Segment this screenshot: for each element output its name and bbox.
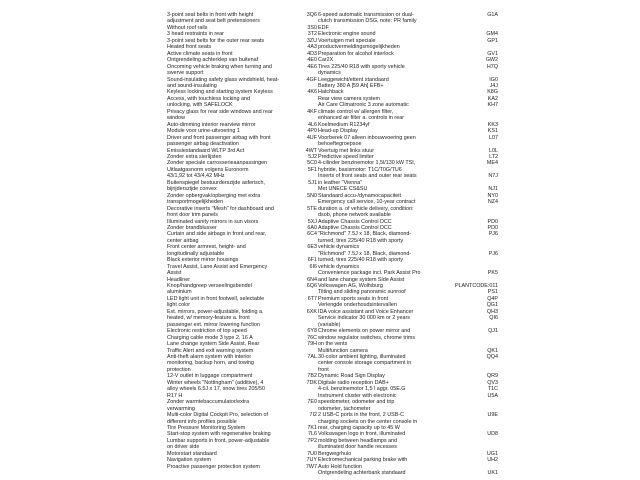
option-row [318,457,498,470]
option-row [167,12,317,25]
option-code: PD0 [487,224,498,231]
option-row [167,64,317,77]
option-description: Electronic restriction of top speed [167,328,247,335]
option-row [318,199,498,218]
option-row [167,180,317,193]
option-code: GW2 [485,57,498,64]
option-description: Without roof rails [167,24,208,31]
option-row [318,38,498,51]
option-row [318,173,498,186]
option-code: 4GF [306,76,317,83]
option-row [167,309,317,328]
option-code: GV1 [487,50,498,57]
option-code: PLANTCODE:011 [454,283,498,290]
option-code: 4KF [307,108,317,115]
option-code: 3ZU [306,37,317,44]
option-description: Ontgrendeling achterbank standaard [318,470,406,477]
option-description: Zonder warmtebaccumulator/extra verwarming [167,399,250,412]
option-description: Lumbar supports in front, power-adjustable on driver side [167,437,270,451]
option-description: 6-speed automatic transmission or dual- clutch transmission DSG, note: PR family EDF [318,12,417,31]
option-code: KA2 [487,95,498,102]
option-description: Bergwegrhulo [318,450,352,457]
option-row [167,264,317,277]
option-code: NZ4 [487,199,498,206]
option-description: "Richmond" 7.5J x 18, Black, diamond- turned, tires 225/40 R18 with sporty vehicle dynamics [318,231,412,251]
option-code: U5A [487,392,498,399]
option-code: 7U0 [307,450,317,457]
option-description: Volkswagen AG, Wolfsburg [318,283,383,290]
option-description: Ext. mirrors, power-adjustable, folding a. heated, w/ memory-feature a. front passenger ext. mirror lowering function [167,308,264,328]
left-option-column [167,12,317,470]
option-description: Auto-dimming interior rearview mirror [167,121,256,128]
option-code: IG0 J4J [489,76,498,89]
option-row [167,77,317,90]
option-description: Multifunction camera [318,347,368,354]
option-code: 3T2 [307,31,317,38]
option-description: Black exterior mirror housings [167,257,239,264]
option-code: QG1 [486,302,498,309]
option-code: L07 [489,134,498,141]
option-code: 4P0 [307,128,317,135]
option-row [167,244,317,257]
option-description: Lane change system Side Assist, Rear Traffic Alert and exit warning system [167,341,260,354]
option-description: Uitlaatgasnorm volgens Euronorm 43/1,92 tot 43/4,42 MHz [167,166,249,180]
option-code: PS1 [487,289,498,296]
option-code: 5J2 [308,153,317,160]
option-code: QV3 [487,379,498,386]
option-description: Zonder brandblusser [167,224,217,231]
option-description: Adaptive Chassis Control DCC [318,218,392,225]
option-description: Hatchback [318,89,344,96]
option-code: UD8 [487,431,498,438]
option-description: Driver and front passenger airbag with front passenger airbag deactivation [167,134,271,148]
option-row [318,328,498,347]
option-row [318,393,498,412]
option-row [167,296,317,309]
option-code: 7DK [306,379,317,386]
option-description: Koelmedium R1234yf [318,121,370,128]
option-description: Charging cable mode 3 type 2, 16 A [167,334,253,341]
option-description: Rear view camera system [318,95,381,102]
option-row [318,251,498,270]
option-description: Volkswagen logo in front, illuminated molding between headlamps and illuminated door handle recesses [318,431,406,451]
option-description: Front center armrest, height- and longitudinally adjustable [167,244,246,257]
option-code: 4A3 [307,44,317,51]
option-description: Voertuigen met speciale productvermeldingsmogelijkheden [318,37,400,51]
option-description: Keyless locking and starting system Keyless Access, with touchless locking and unlocking, with SAFELOCK [167,89,273,109]
option-row [167,341,317,354]
option-row [167,283,317,296]
option-code: LT2 [489,153,498,160]
option-description: Head-up Display [318,128,358,135]
option-code: GP1 [487,37,498,44]
option-description: Verlengde onderhoudsintervallen [318,302,397,309]
option-row [167,354,317,373]
option-description: 2 USB-C ports in the front, 2 USB-C charging sockets on the center console in rear, charging capacity up to 45 W [318,412,418,431]
option-code: 6T7 [307,295,317,302]
option-description: Buitenspiegel bestuurderszijde asferisch, bijrijderszijde convex [167,179,265,193]
option-row [318,231,498,250]
option-description: LED light unit in front footwell, selectable light color [167,295,265,309]
option-code: ME4 [486,160,498,167]
option-code: 4E6 [307,63,317,70]
option-description: Privacy glass for rear side windows and rear window [167,108,273,122]
option-code: U9E [487,412,498,419]
option-code: 5N0 [307,192,317,199]
option-row [318,135,498,148]
option-row [318,270,498,283]
option-code: 79H [307,341,317,348]
option-description: Multi-color Digital Cockpit Pro, selection of different info profiles possible [167,412,268,425]
option-code: UH2 [487,457,498,464]
option-description: Knop/handgreep verseelingsbendel aluminium [167,283,252,296]
option-description: Adaptive Chassis Control DCC [318,224,392,231]
option-code: QQ4 [486,354,498,361]
option-code: L0L [489,147,498,154]
option-code: PJ6 [488,250,498,257]
option-description: Leeggewicht/ettent standaard Battery 380 A [59 Ah] EFB+ [318,76,389,89]
option-code: PK5 [487,270,498,277]
option-code: 4E0 [307,57,317,64]
option-code: QH3 [486,308,498,315]
option-description: 30-color ambient lighting, illuminated center console storage compartment in front [318,354,412,373]
option-code: 4D3 [307,50,317,57]
option-code: 4L6 [308,121,317,128]
option-row [318,354,498,373]
option-description: Service indicator 30 000 km or 2 years (variable) [318,315,410,328]
option-row [318,315,498,328]
option-code: 7B2 [307,373,317,380]
option-description: Predictive speed limiter [318,153,374,160]
option-code: Q4P [487,295,498,302]
option-row [167,206,317,219]
option-description: Preparation for alcohol interlock [318,50,394,57]
option-description: Convenience package incl. Park Assist Pro and lane change system Side Assist [318,270,421,283]
option-code: G1A [487,12,498,18]
option-code: 6E3 [307,244,317,251]
option-code: PJ6 [488,231,498,238]
option-row [167,412,317,425]
option-code: 3Q6 [306,12,317,18]
option-description: Headliner [167,276,191,283]
right-option-column [318,12,498,477]
option-description: Car2X [318,57,334,64]
option-code: 7P2 [307,437,317,444]
option-description: Electronic engine sound [318,31,376,38]
option-code: 5J1 [308,179,317,186]
option-description: "Richmond" 7.5J x 18, Black, diamond- turned, tires 225/40 R18 with sporty vehicle dynamics [318,250,412,270]
option-description: 3-point seat belts for the outer rear seats [167,37,265,44]
option-description: Winter wheels "Nottingham" (additive), 4 alloy wheels 6.5J x 17, snow tires 205/50 R17 H [167,379,265,399]
option-description: Motorstart standaard [167,450,217,457]
option-description: Emergency call service, 10-year contract duration a. of vehicle delivery, condition: dsob, phone network available [318,199,416,219]
option-code: H7Q [486,63,498,70]
option-code: 7L6 [308,431,317,438]
option-code: 76C [307,334,317,341]
option-description: Zonder extra sierlijsten [167,153,222,160]
option-description: Dynamic Road Sign Display [318,373,385,380]
option-row [167,380,317,399]
option-code: UK1 [487,470,498,477]
option-row [318,77,498,90]
option-description: Travel Assist, Lane Assist and Emergency Assist [167,263,268,277]
option-description: Electromechanical parking brake with Auto Hold function [318,457,408,470]
option-code: 6XK [306,308,317,315]
option-code: 6Q6 [306,283,317,290]
option-code: QI6 [489,315,498,322]
option-row [167,464,317,470]
option-description: 3-point seat belts in front with height adjustment and seat belt pretensioners [167,12,260,25]
option-description: Tilting and sliding panoramic sunroof [318,289,406,296]
option-description: Zonder speciale carrosserieaanpassingen [167,160,268,167]
option-description: Met UNECE CS&SU [318,186,368,193]
option-code: GM4 [486,31,498,38]
option-code: 7UY [306,457,317,464]
option-code: KH7 [487,102,498,109]
option-code: 7AL [307,354,317,361]
option-description: Tire Pressure Monitoring System [167,425,246,431]
option-row [167,193,317,206]
option-description: Chrome elements on power mirror and window regulator switches, chrome trims on the vents [318,328,416,348]
option-description: IDA voice assistant and Voice Enhancer [318,308,414,315]
option-code: 5XJ [307,218,317,225]
option-code: 6F1 [307,257,317,264]
option-code: 5C0 [307,160,317,167]
option-code: NJ1 [488,186,498,193]
option-row [318,102,498,121]
option-row [318,64,498,77]
option-code: QK1 [487,347,498,354]
option-row [318,431,498,450]
option-code: 6A0 [307,224,317,231]
option-row [318,160,498,173]
option-row [167,399,317,412]
option-description: Inserts of front seats and outer rear seats in leather "Vienna" [318,173,417,186]
option-code: 7E0 [307,399,317,406]
option-code: 6N4 [307,276,317,283]
option-description: Decorative inserts "Mesh" for dashboard and front door trim panels [167,205,274,219]
option-description: Start-stop system with regenerative braking [167,431,271,438]
option-description: Air Care Climatronic 3 zone automatic climate control w/ allergen filter, enhanced air filter a. controls in rear [318,102,409,122]
option-row [167,135,317,148]
option-description: Zonder opbergvak/opberging met extra transportmogelijkheden [167,192,261,206]
option-code: 3S0 [307,24,317,31]
option-code: 5TE [307,205,317,212]
option-code: N7J [488,173,498,180]
option-row [318,412,498,431]
option-code: 7I2 [309,412,317,419]
option-description: Tires 225/40 R18 with sporty vehicle dynamics [318,63,405,77]
option-code: QJ1 [488,328,498,335]
option-description: Active climate seats in front [167,50,233,57]
option-code: 4WT [305,147,317,154]
option-code: KK3 [487,121,498,128]
option-code: 4UF [306,134,317,141]
option-code: 4K6 [307,89,317,96]
option-description: Oncoming vehicle braking when turning and swerve support [167,63,272,77]
option-code: QR9 [486,373,498,380]
option-description: Voertuig met links stuur [318,147,375,154]
option-description: Navigation system [167,457,212,464]
option-code: 7K1 [307,425,317,431]
option-row [167,167,317,180]
option-row [318,12,498,31]
option-code: K8G [487,89,498,96]
option-row [167,438,317,451]
option-code: 7W7 [305,463,317,470]
option-description: Heated front seats [167,44,212,51]
option-description: 4-cil. benzinemotor 1,5 l aggr. 05E.G [318,386,406,393]
option-description: 3 head restraints in rear [167,31,224,38]
option-description: Premium sports seats in front [318,295,389,302]
option-code: PD0 [487,218,498,225]
option-row [167,231,317,244]
option-description: Curtain and side airbags in front and rear, center airbag [167,231,267,244]
option-description: 4-cilinder benzinemotor 1,5l/130 kW TSI, hybride, basismotor: T1C/T0G/TU6 [318,160,416,173]
option-description: Instrument cluster with electronic speedometer, odometer and trip odometer, tachometer [318,392,397,412]
option-description: Voorberek 07 alleen inbouwvoering geen behoeftegroepsoe [318,134,416,148]
option-description: Sound-insulating safety glass windshield, heat- and sound-insulating [167,76,280,89]
option-description: Standaard accu-/dynamocapaciteit [318,192,402,199]
option-code: NY0 [487,192,498,199]
option-code: 6I6 [309,263,317,270]
option-code: UG1 [486,450,498,457]
option-description: 12-V outlet in luggage compartment [167,373,253,380]
option-code: 5F1 [307,166,317,173]
option-row [167,109,317,122]
option-description: Proactive passenger protection system [167,463,260,470]
option-code: 6C4 [307,231,317,238]
option-description: Module voor urine-uitvoering 1 [167,128,240,135]
option-row [167,89,317,108]
option-code: 6Y8 [307,328,317,335]
option-row [318,470,498,476]
option-description: Anti-theft alarm system with interior monitoring, backup horn, and towing protection [167,354,254,373]
option-description: Emissiestandaard WLTP 3rd Act [167,147,245,154]
option-description: Ontgrendeling achterklep van buitenaf [167,57,259,64]
option-code: T1C [487,386,498,393]
option-code: KS1 [487,128,498,135]
option-description: Digitale radio reception DAB+ [318,379,389,386]
option-description: Illuminated vanity mirrors in sun visors [167,218,259,225]
